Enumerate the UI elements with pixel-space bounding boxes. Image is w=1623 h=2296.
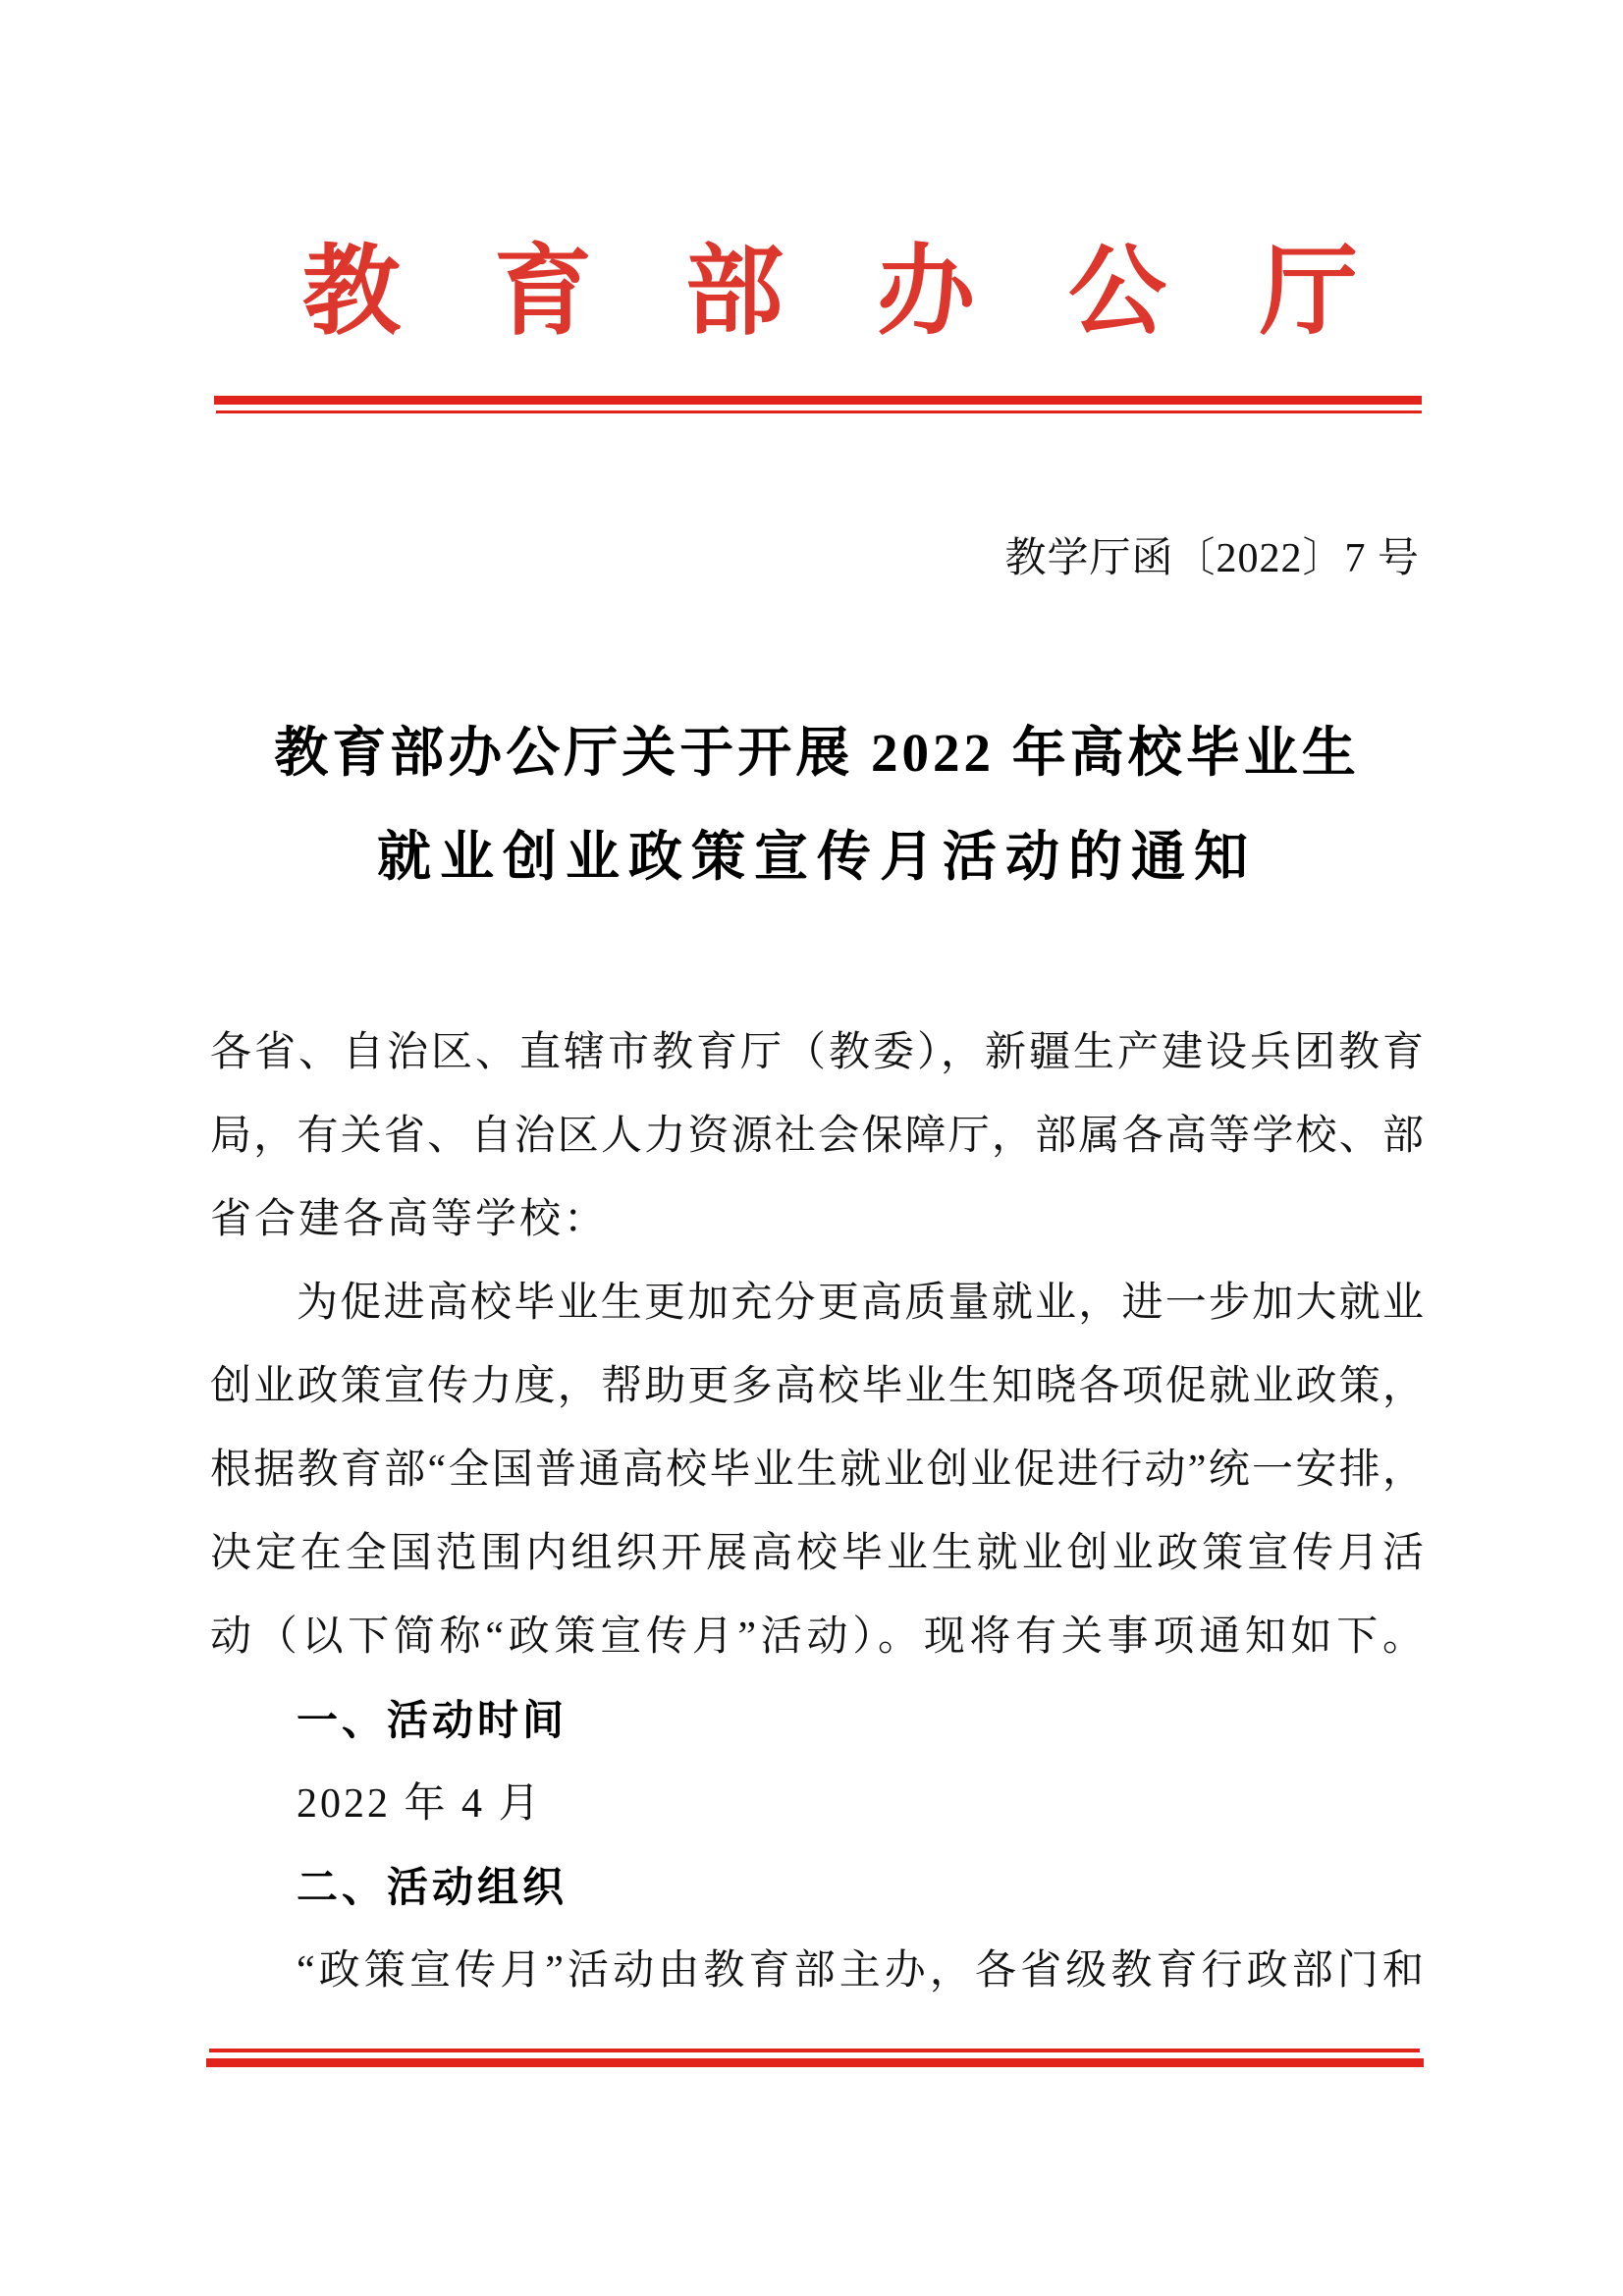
body-line-paragraph-1: 为促进高校毕业生更加充分更高质量就业，进一步加大就业 (297, 1281, 1424, 1326)
body-line-paragraph-3: 根据教育部“全国普通高校毕业生就业创业促进行动”统一安排， (210, 1448, 1424, 1493)
section-heading-1: 一、活动时间 (297, 1697, 568, 1743)
document-title-line1: 教育部办公厅关于开展 2022 年高校毕业生 (274, 723, 1360, 783)
document-number: 教学厅函〔2022〕7 号 (1004, 536, 1420, 581)
document-title-line2: 就业创业政策宣传月活动的通知 (376, 827, 1257, 887)
letterhead-rule-thin (216, 410, 1422, 413)
body-line-salutation-3: 省合建各高等学校： (210, 1197, 609, 1242)
body-line-paragraph-5: 动（以下简称“政策宣传月”活动）。现将有关事项通知如下。 (210, 1614, 1424, 1660)
body-line-salutation-2: 局，有关省、自治区人力资源社会保障厅，部属各高等学校、部 (210, 1114, 1424, 1159)
letterhead-agency-name: 教育部办公厅 (302, 238, 1451, 347)
body-line-paragraph-4: 决定在全国范围内组织开展高校毕业生就业创业政策宣传月活 (210, 1531, 1424, 1576)
letterhead-rule-thick (214, 396, 1422, 405)
body-line-salutation-1: 各省、自治区、直辖市教育厅（教委），新疆生产建设兵团教育 (210, 1030, 1424, 1075)
section-2-first-line: “政策宣传月”活动由教育部主办，各省级教育行政部门和 (297, 1948, 1424, 1994)
footer-rule-thin (209, 2049, 1420, 2052)
section-1-content: 2022 年 4 月 (297, 1781, 543, 1827)
footer-rule-thick (206, 2058, 1424, 2067)
body-line-paragraph-2: 创业政策宣传力度，帮助更多高校毕业生知晓各项促就业政策， (210, 1364, 1424, 1409)
section-heading-2: 二、活动组织 (297, 1864, 568, 1910)
